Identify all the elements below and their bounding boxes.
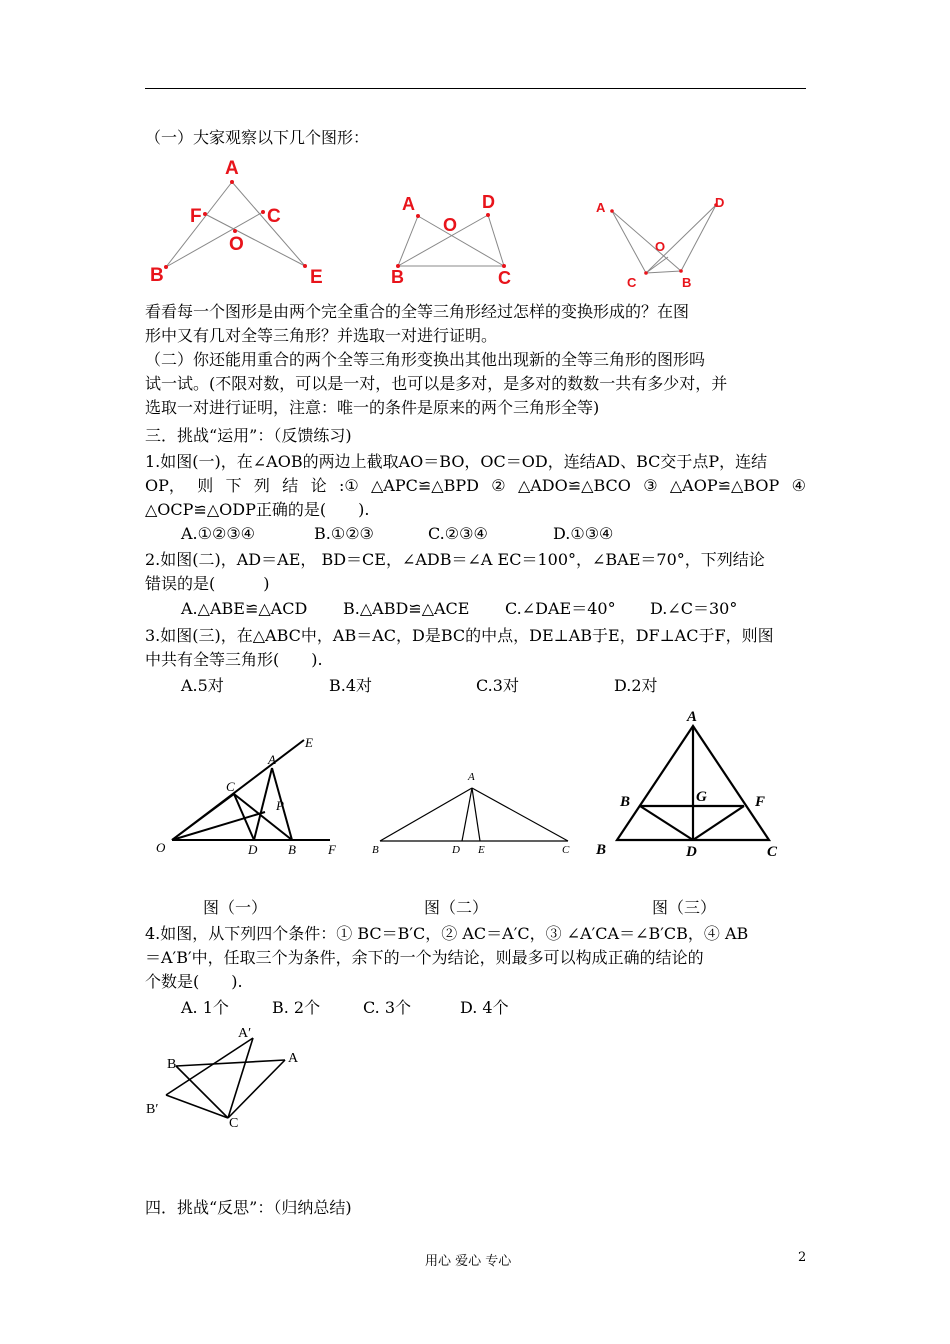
question-figure-1 (172, 740, 330, 840)
fig1-label-c: C (267, 206, 281, 227)
q4fig-label-a-prime: A′ (238, 1026, 252, 1041)
q4fig-label-b-prime: B′ (146, 1102, 159, 1117)
qfig2-label-c: C (562, 844, 570, 856)
fig2-label-b: B (391, 267, 404, 287)
qfig1-label-a: A (268, 752, 276, 767)
q1-line2-part: 结 (282, 476, 299, 495)
section-two-line2: 试一试。(不限对数，可以是一对，也可以是多对，是多对的数数一共有多少对，并 (145, 374, 728, 393)
question-figure-3 (617, 726, 769, 840)
q1-line2-part: ④ (791, 476, 806, 495)
qfig1-label-o: O (156, 840, 166, 855)
fig3-label-b: B (682, 275, 692, 290)
qfig1-label-d: D (248, 842, 258, 857)
fig3-label-d: D (715, 195, 725, 210)
q3-option-c: C.3对 (476, 676, 519, 695)
q1-line2-part: OP， (145, 476, 185, 495)
transformation-figures (140, 150, 740, 290)
q4fig-label-b: B (167, 1057, 177, 1072)
q1-line3: △OCP≌△ODP正确的是( ). (145, 500, 370, 519)
q4-figure (140, 1020, 320, 1135)
qfig2-label-a: A (468, 771, 475, 783)
question-figure-2 (380, 788, 568, 841)
q4-line1: 4.如图，从下列四个条件：① BC＝B′C，② AC＝A′C，③ ∠A′CA＝∠B′CB，④ AB (145, 924, 749, 943)
q1-option-b: B.①②③ (314, 524, 374, 543)
q3-option-d: D.2对 (614, 676, 658, 695)
fig2-label-d: D (482, 192, 495, 212)
q1-line2 (145, 474, 806, 498)
qfig2-label-b: B (372, 844, 379, 856)
q1-line2-part: 则 (197, 476, 214, 495)
figure-1 (164, 180, 307, 269)
q4-option-d: D. 4个 (460, 998, 509, 1017)
q3-option-b: B.4对 (329, 676, 373, 695)
q1-line2-part: :① (338, 476, 359, 495)
q4-line3: 个数是( ). (145, 972, 243, 991)
q1-line2-part: △APC≌△BPD (371, 476, 479, 495)
q1-line2-part: 下 (225, 476, 242, 495)
qfig3-label-d: D (686, 844, 697, 860)
q2-option-d: D.∠C＝30° (650, 599, 738, 618)
qfig3-label-e: B (620, 794, 631, 810)
q4-line2: ＝A′B′中，任取三个为条件，余下的一个为结论，则最多可以构成正确的结论的 (145, 948, 704, 967)
section-two-line3: 选取一对进行证明，注意：唯一的条件是原来的两个三角形全等) (145, 398, 600, 417)
fig2-label-a: A (402, 194, 415, 214)
qfig3-label-c: C (767, 844, 778, 860)
question-figures (150, 702, 800, 870)
qfig1-label-e: E (305, 735, 313, 750)
section-one-para-line1: 看看每一个图形是由两个完全重合的全等三角形经过怎样的变换形成的？在图 (145, 302, 690, 321)
qfig1-label-c: C (226, 779, 235, 794)
figure-caption-3: 图（三） (652, 898, 717, 917)
q3-line2: 中共有全等三角形( ). (145, 650, 323, 669)
q1-line2-part: △ADO≌△BCO (517, 476, 631, 495)
fig3-label-a: A (596, 200, 606, 215)
fig3-label-o: O (655, 239, 666, 254)
q4-option-b: B. 2个 (272, 998, 321, 1017)
qfig2-label-d: D (452, 844, 460, 856)
qfig1-label-b: B (288, 842, 296, 857)
fig2-label-o: O (443, 215, 458, 235)
fig3-label-c: C (627, 275, 637, 290)
qfig3-label-b: B (596, 842, 607, 858)
qfig2-label-e: E (478, 844, 485, 856)
q3-option-a: A.5对 (181, 676, 224, 695)
q4-option-c: C. 3个 (363, 998, 412, 1017)
section-three-title: 三．挑战“运用”：（反馈练习) (145, 426, 352, 445)
q2-option-c: C.∠DAE＝40° (505, 599, 616, 618)
q2-line2: 错误的是( ) (145, 574, 270, 593)
fig1-label-f: F (190, 206, 202, 227)
q1-option-d: D.①③④ (553, 524, 614, 543)
qfig3-label-f: F (755, 794, 766, 810)
q2-option-b: B.△ABD≌△ACE (343, 599, 470, 618)
q1-line2-part: △AOP≌△BOP (669, 476, 780, 495)
q1-option-a: A.①②③④ (181, 524, 256, 543)
fig1-label-o: O (229, 234, 244, 255)
q4fig-label-a: A (288, 1051, 299, 1066)
fig1-label-a: A (225, 158, 239, 179)
figure-caption-1: 图（一） (203, 898, 268, 917)
q3-line1: 3.如图(三)，在△ABC中，AB＝AC，D是BC的中点，DE⊥AB于E，DF⊥AC于F，则图 (145, 626, 774, 645)
q4-option-a: A. 1个 (181, 998, 229, 1017)
section-one-para-line2: 形中又有几对全等三角形？并选取一对进行证明。 (145, 326, 498, 345)
q1-option-c: C.②③④ (428, 524, 488, 543)
header-rule (145, 88, 806, 89)
fig1-label-e: E (310, 267, 323, 288)
q2-option-a: A.△ABE≌△ACD (181, 599, 308, 618)
figure-caption-2: 图（二） (424, 898, 489, 917)
qfig3-label-g: G (696, 789, 707, 805)
page-number: 2 (798, 1250, 807, 1265)
q1-line2-part: 列 (253, 476, 270, 495)
footer-slogan: 用心 爱心 专心 (425, 1254, 512, 1269)
section-two-line1: （二）你还能用重合的两个全等三角形变换出其他出现新的全等三角形的图形吗 (145, 350, 706, 369)
q1-line2-part: ② (491, 476, 506, 495)
q1-line2-part: 论 (310, 476, 327, 495)
fig2-label-c: C (498, 268, 511, 288)
q1-line1: 1.如图(一)，在∠AOB的两边上截取AO＝BO，OC＝OD，连结AD、BC交于点P，连结 (145, 452, 768, 471)
qfig1-label-f: F (328, 842, 336, 857)
qfig1-label-p: P (276, 798, 284, 813)
fig1-label-b: B (150, 265, 164, 286)
q4fig-label-c: C (229, 1116, 239, 1131)
qfig3-label-a: A (687, 709, 698, 725)
section-one-intro: （一）大家观察以下几个图形： (145, 128, 370, 147)
section-four-title: 四．挑战“反思”：（归纳总结) (145, 1198, 352, 1217)
q1-line2-part: ③ (643, 476, 658, 495)
q2-line1: 2.如图(二)，AD＝AE， BD＝CE，∠ADB＝∠A EC＝100°，∠BAE＝70°，下列结论 (145, 550, 765, 569)
